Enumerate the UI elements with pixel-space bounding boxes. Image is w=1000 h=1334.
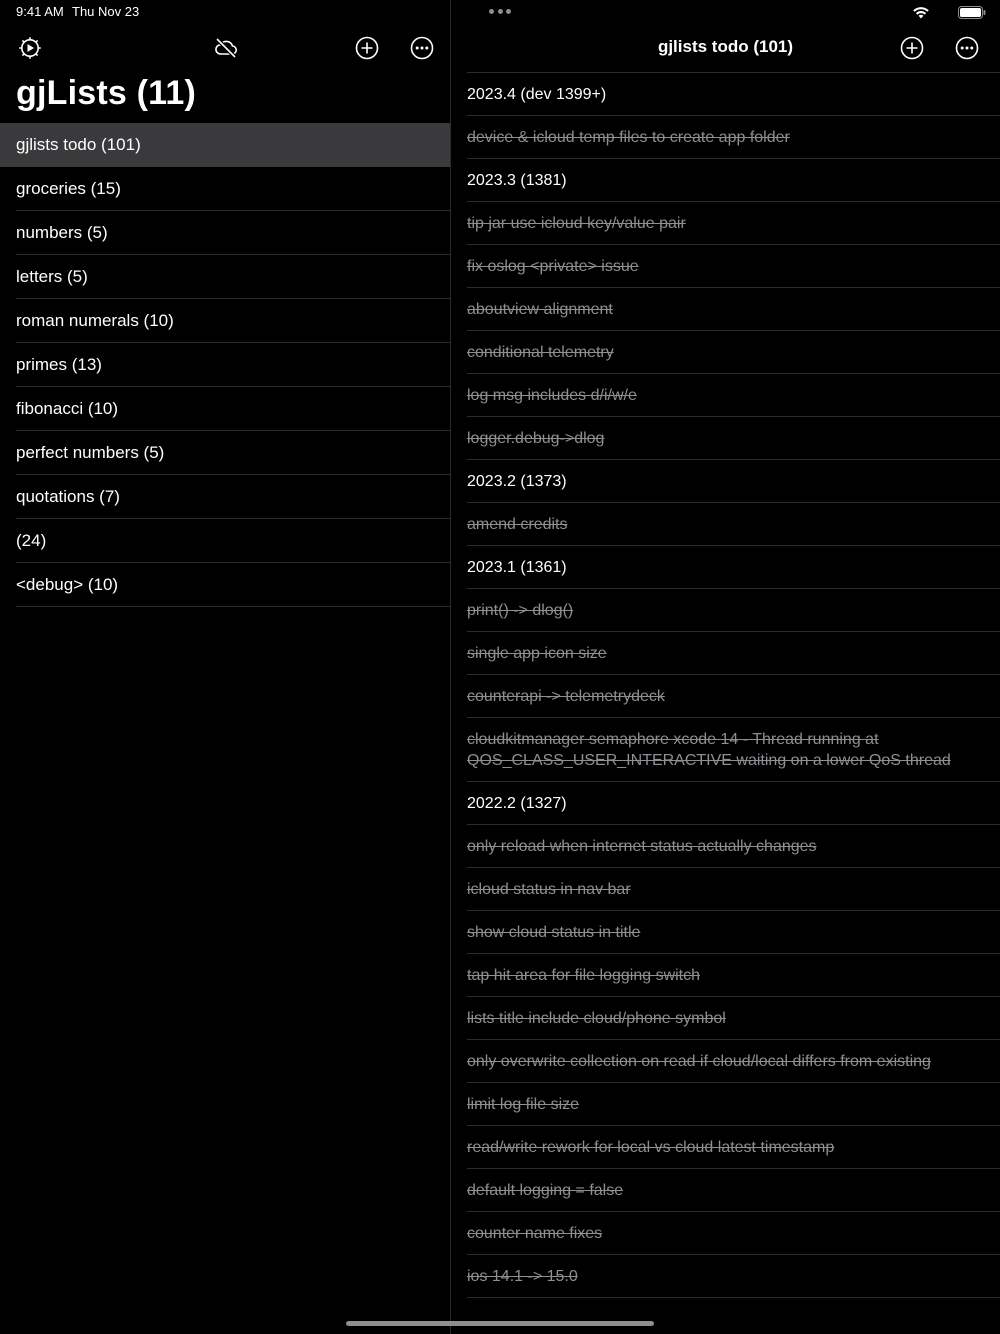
todo-item-completed[interactable]: logger.debug->dlog	[451, 417, 1000, 460]
sidebar-item-label: fibonacci (10)	[16, 399, 119, 418]
todo-item-completed[interactable]: read/write rework for local vs cloud latest timestamp	[451, 1126, 1000, 1169]
todo-item-completed[interactable]: conditional telemetry	[451, 331, 1000, 374]
sidebar-item-label: numbers (5)	[16, 223, 108, 242]
todo-item-completed[interactable]: icloud status in nav bar	[451, 868, 1000, 911]
todo-item-completed[interactable]: counter name fixes	[451, 1212, 1000, 1255]
todo-item-completed[interactable]: only reload when internet status actually changes	[451, 825, 1000, 868]
todo-item-completed[interactable]: only overwrite collection on read if cloud/local differs from existing	[451, 1040, 1000, 1083]
sidebar-item-label: perfect numbers (5)	[16, 443, 165, 462]
page-title: gjLists (11)	[16, 74, 197, 112]
status-date: Thu Nov 23	[72, 4, 140, 19]
sidebar-item-label: quotations (7)	[16, 487, 120, 506]
todo-item-completed[interactable]: aboutview alignment	[451, 288, 1000, 331]
add-list-icon[interactable]	[354, 35, 380, 61]
sidebar-item-label: <debug> (10)	[16, 575, 119, 594]
todo-version-header[interactable]: 2023.2 (1373)	[451, 460, 1000, 503]
more-options-icon[interactable]	[409, 35, 435, 61]
todo-item-completed[interactable]: fix oslog <private> issue	[451, 245, 1000, 288]
sidebar-list-item[interactable]	[0, 475, 450, 519]
cloud-slash-icon[interactable]	[213, 35, 239, 61]
todo-item-completed[interactable]: show cloud status in title	[451, 911, 1000, 954]
todo-version-header[interactable]: 2023.3 (1381)	[451, 159, 1000, 202]
todo-version-header[interactable]: 2022.2 (1327)	[451, 782, 1000, 825]
todo-item-completed[interactable]: tip jar use icloud key/value pair	[451, 202, 1000, 245]
todo-item-completed[interactable]: limit log file size	[451, 1083, 1000, 1126]
list-detail	[451, 0, 1000, 1334]
detail-title: gjlists todo (101)	[657, 37, 794, 56]
todo-item-completed[interactable]: cloudkitmanager semaphore xcode 14 - Thread running at QOS_CLASS_USER_INTERACTIVE waiting on a lower QoS thread	[451, 718, 1000, 782]
sidebar-item-label: roman numerals (10)	[16, 311, 174, 330]
status-time: 9:41 AM	[16, 4, 64, 19]
sidebar-item-label: primes (13)	[16, 355, 102, 374]
add-item-icon[interactable]	[899, 35, 925, 61]
todo-version-header[interactable]: 2023.4 (dev 1399+)	[451, 73, 1000, 116]
todo-item-completed[interactable]: log msg includes d/i/w/e	[451, 374, 1000, 417]
todo-item-completed[interactable]: lists title include cloud/phone symbol	[451, 997, 1000, 1040]
sidebar-item-label: (24)	[16, 531, 47, 550]
sidebar-list-item[interactable]	[0, 519, 450, 563]
lists-sidebar	[0, 0, 450, 1334]
todo-item-completed[interactable]: amend credits	[451, 503, 1000, 546]
sidebar-item-label: letters (5)	[16, 267, 88, 286]
todo-item-completed[interactable]: tap hit area for file logging switch	[451, 954, 1000, 997]
sidebar-list-item[interactable]	[0, 299, 450, 343]
todo-item-completed[interactable]: counterapi -> telemetrydeck	[451, 675, 1000, 718]
home-indicator[interactable]	[346, 1321, 654, 1326]
sidebar-list-item[interactable]	[0, 123, 450, 167]
todo-item-completed[interactable]: ios 14.1 -> 15.0	[451, 1255, 1000, 1298]
sidebar-list-item[interactable]	[0, 211, 450, 255]
detail-more-options-icon[interactable]	[954, 35, 980, 61]
sidebar-list-item[interactable]	[0, 387, 450, 431]
sidebar-list-item[interactable]	[0, 431, 450, 475]
sidebar-list-item[interactable]	[0, 255, 450, 299]
sidebar-list-item[interactable]	[0, 167, 450, 211]
todo-version-header[interactable]: 2023.1 (1361)	[451, 546, 1000, 589]
todo-list	[451, 73, 1000, 1298]
settings-icon[interactable]	[17, 35, 43, 61]
todo-item-completed[interactable]: default logging = false	[451, 1169, 1000, 1212]
todo-item-completed[interactable]: device & icloud temp files to create app folder	[451, 116, 1000, 159]
sidebar-item-label: groceries (15)	[16, 179, 121, 198]
lists-list	[0, 123, 450, 607]
sidebar-list-item[interactable]	[0, 343, 450, 387]
sidebar-item-label: gjlists todo (101)	[16, 135, 141, 154]
todo-item-completed[interactable]: single app icon size	[451, 632, 1000, 675]
sidebar-list-item[interactable]	[0, 563, 450, 607]
todo-item-completed[interactable]: print() -> dlog()	[451, 589, 1000, 632]
